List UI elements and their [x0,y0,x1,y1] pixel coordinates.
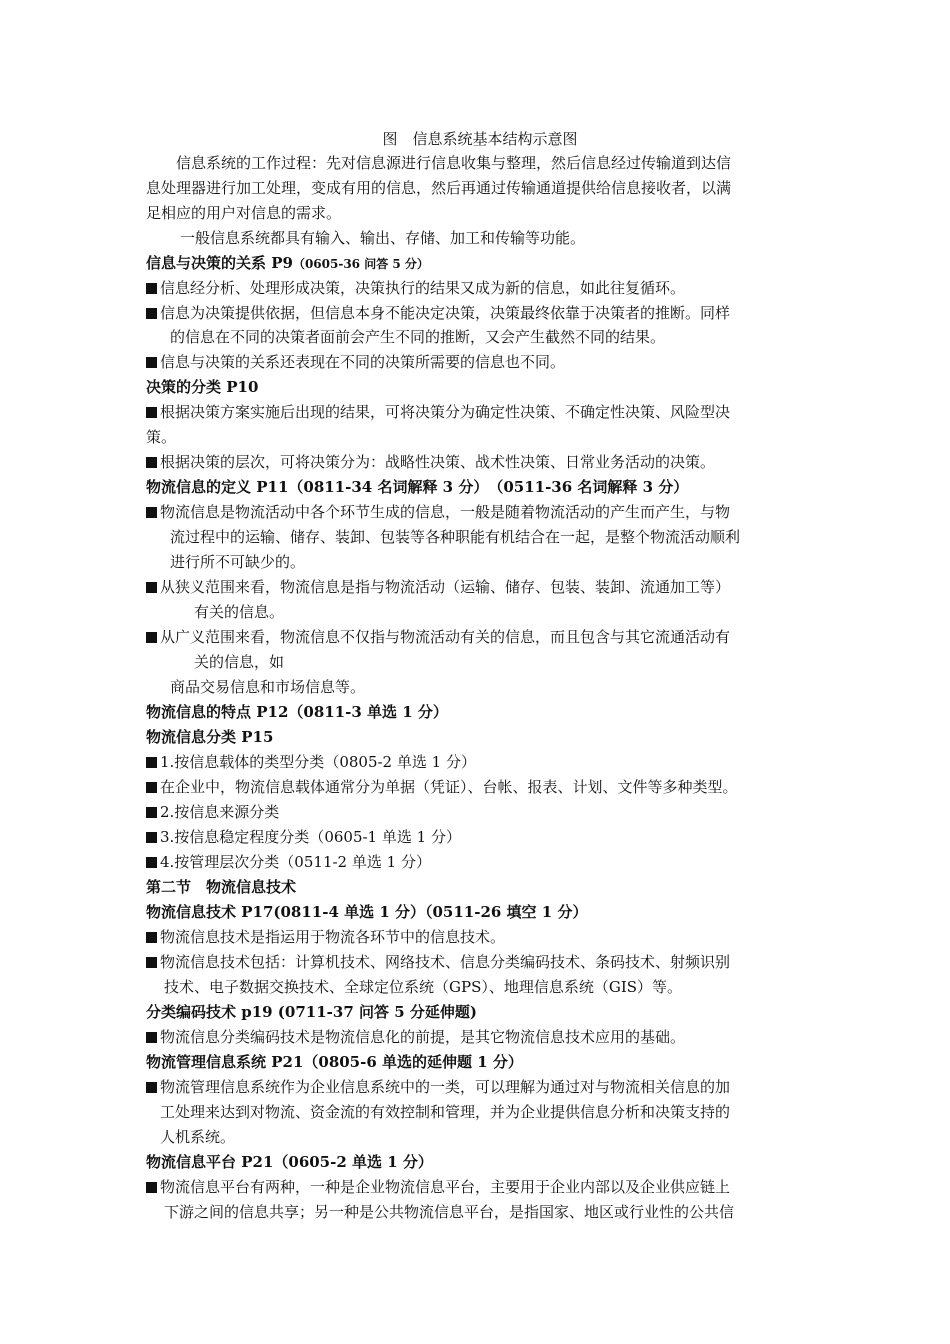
bullet-text: 信息与决策的关系还表现在不同的决策所需要的信息也不同。 [160,353,566,371]
bullet-continuation: 流过程中的运输、储存、装卸、包装等各种职能有机结合在一起，是整个物流活动顺利 [170,528,741,546]
bullet-continuation: 技术、电子数据交换技术、全球定位系统（GPS）、地理信息系统（GIS）等。 [164,978,683,996]
square-bullet-icon [146,857,157,868]
square-bullet-icon [146,1032,157,1043]
bullet-continuation: 人机系统。 [160,1128,236,1146]
section-heading: 物流信息分类 P15 [146,728,274,746]
section-heading: 物流信息的定义 P11（0811-34 名词解释 3 分） （0511-36 名词解释 3 分） [146,478,689,496]
bullet-text: 4.按管理层次分类（0511-2 单选 1 分） [160,853,431,871]
bullet-text: 物流信息平台有两种，一种是企业物流信息平台，主要用于企业内部以及企业供应链上 [160,1178,731,1196]
bullet-item [146,350,814,374]
bullet-text: 信息经分析、处理形成决策，决策执行的结果又成为新的信息，如此往复循环。 [160,279,686,297]
section-heading: 物流信息平台 P21（0605-2 单选 1 分） [146,1153,433,1171]
bullet-text: 在企业中，物流信息载体通常分为单据（凭证）、台帐、报表、计划、文件等多种类型。 [160,778,738,796]
heading-note: （0605-36 问答 5 分） [292,257,429,271]
square-bullet-icon [146,407,157,418]
section-heading: 决策的分类 P10 [146,378,259,396]
bullet-item [146,625,814,649]
bullet-continuation: 关的信息，如 [194,653,285,671]
section-heading: 物流管理信息系统 P21（0805-6 单选的延伸题 1 分） [146,1053,523,1071]
square-bullet-icon [146,757,157,768]
bullet-item [146,276,814,300]
paragraph-line: 息处理器进行加工处理，变成有用的信息，然后再通过传输通道提供给信息接收者，以满 [146,179,732,197]
bullet-continuation: 进行所不可缺少的。 [170,553,306,571]
bullet-continuation: 工处理来达到对物流、资金流的有效控制和管理，并为企业提供信息分析和决策支持的 [160,1103,731,1121]
figure-caption: 图 信息系统基本结构示意图 [382,130,578,148]
bullet-item [146,450,814,474]
bullet-continuation: 有关的信息。 [194,603,285,621]
bullet-text: 物流信息是物流活动中各个环节生成的信息，一般是随着物流活动的产生而产生，与物 [160,503,731,521]
bullet-item [146,850,814,874]
bullet-item [146,825,814,849]
bullet-item [146,750,814,774]
section-heading: 分类编码技术 p19 (0711-37 问答 5 分延伸题) [146,1003,477,1021]
bullet-continuation: 的信息在不同的决策者面前会产生不同的推断，又会产生截然不同的结果。 [170,328,666,346]
bullet-text: 从狭义范围来看，物流信息是指与物流活动（运输、储存、包装、装卸、流通加工等） [160,578,731,596]
square-bullet-icon [146,582,157,593]
bullet-item [146,1025,814,1049]
paragraph-line: 一般信息系统都具有输入、输出、存储、加工和传输等功能。 [180,229,586,247]
bullet-continuation: 商品交易信息和市场信息等。 [170,678,366,696]
square-bullet-icon [146,957,157,968]
square-bullet-icon [146,457,157,468]
square-bullet-icon [146,357,157,368]
bullet-item [146,800,814,824]
bullet-continuation: 下游之间的信息共享；另一种是公共物流信息平台，是指国家、地区或行业性的公共信 [164,1203,735,1221]
bullet-text: 物流信息技术是指运用于物流各环节中的信息技术。 [160,928,506,946]
square-bullet-icon [146,632,157,643]
bullet-item [146,575,814,599]
square-bullet-icon [146,308,157,319]
bullet-text: 根据决策方案实施后出现的结果，可将决策分为确定性决策、不确定性决策、风险型决 [160,403,731,421]
bullet-text: 根据决策的层次，可将决策分为：战略性决策、战术性决策、日常业务活动的决策。 [160,453,716,471]
heading-text: 信息与决策的关系 P9 [146,254,293,272]
section-heading: 物流信息的特点 P12（0811-3 单选 1 分） [146,703,448,721]
square-bullet-icon [146,807,157,818]
square-bullet-icon [146,1182,157,1193]
section-heading [146,251,814,276]
bullet-item [146,775,814,799]
paragraph-line: 足相应的用户对信息的需求。 [146,204,342,222]
chapter-section-heading: 第二节 物流信息技术 [146,878,297,896]
square-bullet-icon [146,932,157,943]
bullet-item [146,925,814,949]
bullet-text: 3.按信息稳定程度分类（0605-1 单选 1 分） [160,828,461,846]
square-bullet-icon [146,1082,157,1093]
bullet-text: 从广义范围来看，物流信息不仅指与物流活动有关的信息，而且包含与其它流通活动有 [160,628,731,646]
bullet-item [146,400,814,424]
bullet-text: 物流管理信息系统作为企业信息系统中的一类，可以理解为通过对与物流相关信息的加 [160,1078,731,1096]
square-bullet-icon [146,832,157,843]
bullet-text: 1.按信息载体的类型分类（0805-2 单选 1 分） [160,753,476,771]
bullet-text: 信息为决策提供依据，但信息本身不能决定决策，决策最终依靠于决策者的推断。同样 [160,304,731,322]
square-bullet-icon [146,782,157,793]
bullet-continuation: 策。 [146,428,177,446]
bullet-item [146,500,814,524]
bullet-item [146,1175,814,1199]
square-bullet-icon [146,507,157,518]
paragraph-line: 信息系统的工作过程：先对信息源进行信息收集与整理，然后信息经过传输道到达信 [176,154,732,172]
bullet-item [146,1075,814,1099]
bullet-text: 2.按信息来源分类 [160,803,280,821]
bullet-text: 物流信息分类编码技术是物流信息化的前提，是其它物流信息技术应用的基础。 [160,1028,686,1046]
bullet-item [146,301,814,325]
square-bullet-icon [146,283,157,294]
bullet-item [146,950,814,974]
bullet-text: 物流信息技术包括：计算机技术、网络技术、信息分类编码技术、条码技术、射频识别 [160,953,731,971]
section-heading: 物流信息技术 P17(0811-4 单选 1 分）（0511-26 填空 1 分） [146,903,588,921]
